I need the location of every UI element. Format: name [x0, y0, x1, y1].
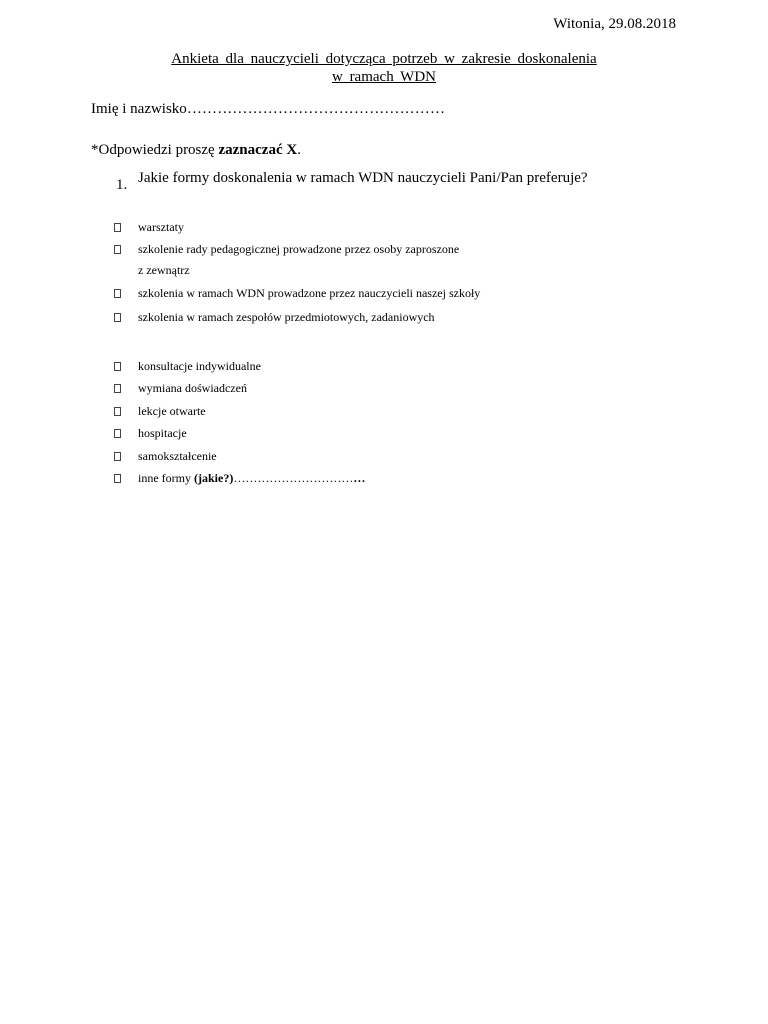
instruction: *Odpowiedzi proszę zaznaczać X.	[91, 142, 301, 158]
name-field[interactable]	[91, 101, 445, 118]
name-label: Imię i nazwisko	[91, 101, 187, 117]
survey-title-line-1: Ankieta dla nauczycieli dotycząca potrzeb w zakresie doskonalenia	[171, 51, 597, 67]
question-text: Jakie formy doskonalenia w ramach WDN nauczycieli Pani/Pan preferuje?	[138, 170, 588, 186]
option-continuation: z zewnątrz	[138, 263, 190, 277]
checkbox[interactable]	[114, 407, 121, 416]
checkbox[interactable]	[114, 452, 121, 461]
checkbox[interactable]	[114, 362, 121, 371]
survey-title-line-2: w ramach WDN	[331, 69, 437, 85]
checkbox[interactable]	[114, 384, 121, 393]
checkbox[interactable]	[114, 313, 121, 322]
name-dots: ……………………………………………	[186, 101, 446, 117]
checkbox[interactable]	[114, 223, 121, 232]
other-dots: …………………………	[233, 471, 354, 485]
checkbox[interactable]	[114, 474, 121, 483]
instruction-emphasis: zaznaczać X	[218, 142, 298, 158]
checkbox[interactable]	[114, 429, 121, 438]
checkbox[interactable]	[114, 289, 121, 298]
document-date: Witonia, 29.08.2018	[553, 16, 676, 32]
checkbox[interactable]	[114, 245, 121, 254]
question-number: 1.	[116, 177, 128, 193]
